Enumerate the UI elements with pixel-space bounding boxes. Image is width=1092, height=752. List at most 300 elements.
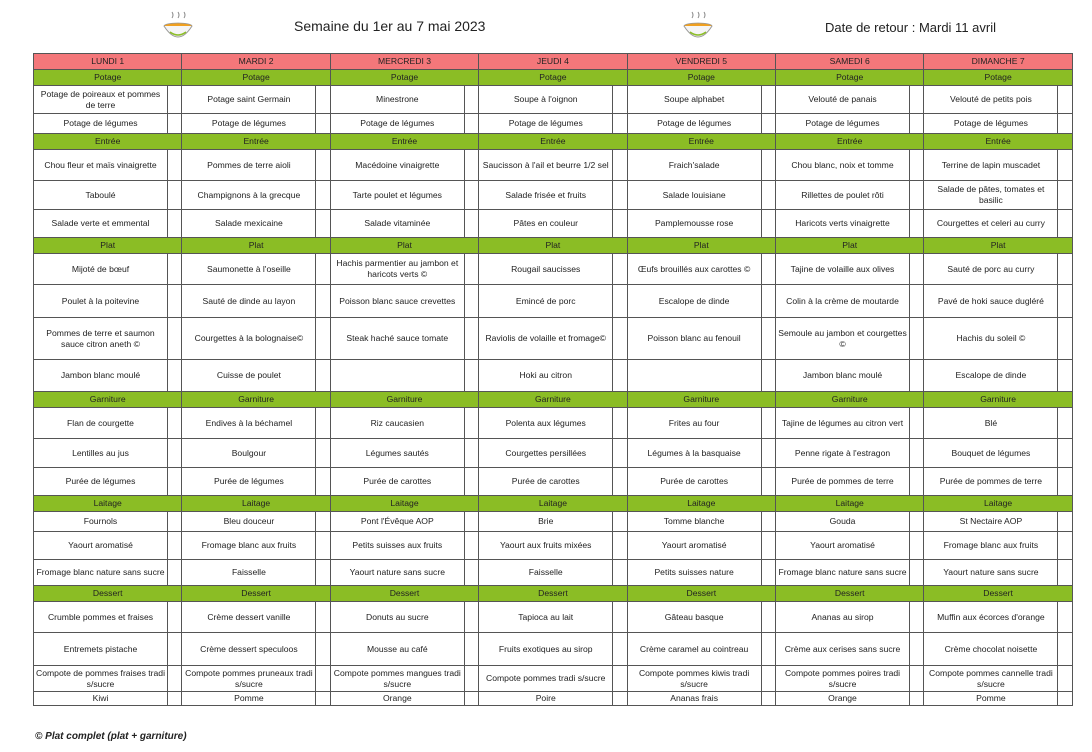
section-label: Entrée [627, 134, 775, 150]
choice-box[interactable] [613, 692, 627, 706]
dish-cell: Compote pommes poires tradi s/sucre [776, 666, 910, 692]
dish-cell: Purée de pommes de terre [924, 468, 1058, 496]
dish-cell: Cuisse de poulet [182, 360, 316, 392]
dish-cell: Steak haché sauce tomate [330, 318, 464, 360]
dish-cell: Potage de légumes [34, 114, 168, 134]
choice-box[interactable] [168, 692, 182, 706]
section-label: Entrée [182, 134, 330, 150]
dish-cell: Purée de carottes [330, 468, 464, 496]
choice-box[interactable] [316, 86, 330, 114]
choice-box[interactable] [168, 86, 182, 114]
choice-box[interactable] [464, 360, 478, 392]
choice-box[interactable] [316, 666, 330, 692]
dish-cell: Fournols [34, 512, 168, 532]
choice-box[interactable] [168, 408, 182, 439]
choice-box[interactable] [910, 468, 924, 496]
choice-box[interactable] [464, 254, 478, 285]
choice-box[interactable] [761, 210, 775, 238]
page-header [0, 0, 1092, 54]
dish-cell: Chou blanc, noix et tomme [776, 150, 910, 181]
dish-cell: Crème dessert speculoos [182, 633, 316, 666]
dish-cell: Champignons à la grecque [182, 181, 316, 210]
choice-box[interactable] [1058, 512, 1072, 532]
dish-cell: Saucisson à l'ail et beurre 1/2 sel [479, 150, 613, 181]
dish-cell: Crème caramel au cointreau [627, 633, 761, 666]
dish-cell: Penne rigate à l'estragon [776, 439, 910, 468]
choice-box[interactable] [1058, 532, 1072, 560]
dish-cell: Sauté de dinde au layon [182, 285, 316, 318]
dish-cell: Hachis parmentier au jambon et haricots verts © [330, 254, 464, 285]
dish-cell: Terrine de lapin muscadet [924, 150, 1058, 181]
choice-box[interactable] [613, 318, 627, 360]
choice-box[interactable] [464, 692, 478, 706]
choice-box[interactable] [1058, 468, 1072, 496]
section-label: Dessert [924, 586, 1072, 602]
choice-box[interactable] [1058, 439, 1072, 468]
choice-box[interactable] [613, 633, 627, 666]
choice-box[interactable] [613, 210, 627, 238]
choice-box[interactable] [613, 254, 627, 285]
dish-cell: Fromage blanc aux fruits [182, 532, 316, 560]
dish-cell: Boulgour [182, 439, 316, 468]
choice-box[interactable] [1058, 692, 1072, 706]
dish-cell: Compote de pommes fraises tradi s/sucre [34, 666, 168, 692]
section-label: Dessert [182, 586, 330, 602]
dish-cell: Potage saint Germain [182, 86, 316, 114]
choice-box[interactable] [316, 439, 330, 468]
menu-row [34, 210, 1073, 238]
section-label: Plat [34, 238, 182, 254]
section-label: Potage [34, 70, 182, 86]
section-label: Potage [479, 70, 627, 86]
choice-box[interactable] [464, 439, 478, 468]
dish-cell: Fraich'salade [627, 150, 761, 181]
menu-row [34, 512, 1073, 532]
choice-box[interactable] [910, 633, 924, 666]
dish-cell: Potage de légumes [776, 114, 910, 134]
dish-cell: Chou fleur et maïs vinaigrette [34, 150, 168, 181]
dish-cell: Taboulé [34, 181, 168, 210]
dish-cell: Lentilles au jus [34, 439, 168, 468]
choice-box[interactable] [1058, 560, 1072, 586]
section-label: Plat [924, 238, 1072, 254]
menu-body [34, 54, 1073, 706]
choice-box[interactable] [464, 560, 478, 586]
section-label: Potage [924, 70, 1072, 86]
dish-cell: Crème chocolat noisette [924, 633, 1058, 666]
menu-row [34, 408, 1073, 439]
choice-box[interactable] [910, 439, 924, 468]
dish-cell: Haricots verts vinaigrette [776, 210, 910, 238]
choice-box[interactable] [316, 360, 330, 392]
dish-cell: Soupe à l'oignon [479, 86, 613, 114]
choice-box[interactable] [613, 602, 627, 633]
choice-box[interactable] [761, 360, 775, 392]
choice-box[interactable] [613, 114, 627, 134]
dish-cell: Pomme [924, 692, 1058, 706]
dish-cell: Compote pommes pruneaux tradi s/sucre [182, 666, 316, 692]
dish-cell: Ananas au sirop [776, 602, 910, 633]
dish-cell: Faisselle [182, 560, 316, 586]
dish-cell: Raviolis de volaille et fromage© [479, 318, 613, 360]
choice-box[interactable] [168, 439, 182, 468]
dish-cell: Velouté de panais [776, 86, 910, 114]
choice-box[interactable] [316, 560, 330, 586]
dish-cell: Tapioca au lait [479, 602, 613, 633]
section-label: Garniture [776, 392, 924, 408]
dish-cell: Crème dessert vanille [182, 602, 316, 633]
choice-box[interactable] [1058, 114, 1072, 134]
choice-box[interactable] [761, 408, 775, 439]
dish-cell: Potage de légumes [627, 114, 761, 134]
choice-box[interactable] [761, 86, 775, 114]
dish-cell: Potage de légumes [479, 114, 613, 134]
dish-cell: Jambon blanc moulé [776, 360, 910, 392]
dish-cell: Frites au four [627, 408, 761, 439]
day-header: DIMANCHE 7 [924, 54, 1072, 70]
dish-cell: Salade de pâtes, tomates et basilic [924, 181, 1058, 210]
choice-box[interactable] [910, 150, 924, 181]
page-title: Semaine du 1er au 7 mai 2023 [294, 18, 486, 34]
dish-cell: Tomme blanche [627, 512, 761, 532]
dish-cell: Orange [330, 692, 464, 706]
choice-box[interactable] [168, 602, 182, 633]
menu-row [34, 633, 1073, 666]
choice-box[interactable] [761, 560, 775, 586]
choice-box[interactable] [168, 318, 182, 360]
choice-box[interactable] [168, 285, 182, 318]
choice-box[interactable] [910, 666, 924, 692]
dish-cell: Potage de poireaux et pommes de terre [34, 86, 168, 114]
dish-cell: Courgettes à la bolognaise© [182, 318, 316, 360]
dish-cell: Légumes sautés [330, 439, 464, 468]
choice-box[interactable] [1058, 360, 1072, 392]
choice-box[interactable] [761, 181, 775, 210]
choice-box[interactable] [168, 150, 182, 181]
section-label: Potage [182, 70, 330, 86]
menu-row [34, 666, 1073, 692]
choice-box[interactable] [910, 560, 924, 586]
section-label: Garniture [479, 392, 627, 408]
dish-cell: Purée de légumes [34, 468, 168, 496]
choice-box[interactable] [613, 86, 627, 114]
section-label: Entrée [776, 134, 924, 150]
choice-box[interactable] [316, 512, 330, 532]
choice-box[interactable] [316, 408, 330, 439]
section-label: Potage [627, 70, 775, 86]
choice-box[interactable] [464, 285, 478, 318]
choice-box[interactable] [168, 468, 182, 496]
dish-cell: Pommes de terre aioli [182, 150, 316, 181]
choice-box[interactable] [316, 114, 330, 134]
choice-box[interactable] [1058, 210, 1072, 238]
choice-box[interactable] [168, 181, 182, 210]
dish-cell: Yaourt aromatisé [627, 532, 761, 560]
choice-box[interactable] [464, 181, 478, 210]
choice-box[interactable] [316, 210, 330, 238]
choice-box[interactable] [761, 285, 775, 318]
section-label: Dessert [776, 586, 924, 602]
choice-box[interactable] [464, 532, 478, 560]
choice-box[interactable] [316, 150, 330, 181]
choice-box[interactable] [464, 602, 478, 633]
choice-box[interactable] [613, 512, 627, 532]
soup-bowl-icon [680, 8, 716, 44]
choice-box[interactable] [761, 532, 775, 560]
menu-row [34, 181, 1073, 210]
section-header-row [34, 70, 1073, 86]
section-label: Entrée [330, 134, 478, 150]
section-label: Laitage [776, 496, 924, 512]
day-header: MARDI 2 [182, 54, 330, 70]
section-label: Dessert [330, 586, 478, 602]
choice-box[interactable] [761, 150, 775, 181]
choice-box[interactable] [464, 633, 478, 666]
choice-box[interactable] [761, 692, 775, 706]
choice-box[interactable] [761, 439, 775, 468]
choice-box[interactable] [168, 114, 182, 134]
choice-box[interactable] [910, 114, 924, 134]
dish-cell: Blé [924, 408, 1058, 439]
choice-box[interactable] [613, 666, 627, 692]
menu-row [34, 360, 1073, 392]
soup-bowl-icon [160, 8, 196, 44]
choice-box[interactable] [464, 114, 478, 134]
dish-cell: Pomme [182, 692, 316, 706]
section-label: Garniture [34, 392, 182, 408]
dish-cell: Escalope de dinde [627, 285, 761, 318]
dish-cell: Gâteau basque [627, 602, 761, 633]
day-header: MERCREDI 3 [330, 54, 478, 70]
dish-cell: Potage de légumes [330, 114, 464, 134]
choice-box[interactable] [910, 360, 924, 392]
choice-box[interactable] [1058, 285, 1072, 318]
section-label: Dessert [627, 586, 775, 602]
choice-box[interactable] [761, 254, 775, 285]
section-label: Garniture [330, 392, 478, 408]
section-label: Garniture [924, 392, 1072, 408]
choice-box[interactable] [316, 692, 330, 706]
dish-cell: Fromage blanc aux fruits [924, 532, 1058, 560]
dish-cell: Purée de carottes [479, 468, 613, 496]
dish-cell: Potage de légumes [924, 114, 1058, 134]
choice-box[interactable] [613, 532, 627, 560]
dish-cell: Pommes de terre et saumon sauce citron aneth © [34, 318, 168, 360]
section-label: Plat [479, 238, 627, 254]
day-header: SAMEDI 6 [776, 54, 924, 70]
choice-box[interactable] [1058, 602, 1072, 633]
days-row [34, 54, 1073, 70]
choice-box[interactable] [1058, 666, 1072, 692]
choice-box[interactable] [1058, 408, 1072, 439]
section-label: Plat [182, 238, 330, 254]
dish-cell: Hachis du soleil © [924, 318, 1058, 360]
dish-cell: Sauté de porc au curry [924, 254, 1058, 285]
choice-box[interactable] [168, 254, 182, 285]
choice-box[interactable] [464, 150, 478, 181]
choice-box[interactable] [168, 210, 182, 238]
dish-cell: Pamplemousse rose [627, 210, 761, 238]
dish-cell: Salade frisée et fruits [479, 181, 613, 210]
choice-box[interactable] [910, 318, 924, 360]
choice-box[interactable] [613, 360, 627, 392]
dish-cell: Riz caucasien [330, 408, 464, 439]
choice-box[interactable] [168, 532, 182, 560]
dish-cell: Yaourt aux fruits mixées [479, 532, 613, 560]
dish-cell: Colin à la crème de moutarde [776, 285, 910, 318]
dish-cell: Polenta aux légumes [479, 408, 613, 439]
choice-box[interactable] [613, 468, 627, 496]
dish-cell: Yaourt aromatisé [34, 532, 168, 560]
choice-box[interactable] [761, 468, 775, 496]
dish-cell: Donuts au sucre [330, 602, 464, 633]
dish-cell [330, 360, 464, 392]
choice-box[interactable] [761, 512, 775, 532]
section-label: Entrée [34, 134, 182, 150]
choice-box[interactable] [464, 86, 478, 114]
choice-box[interactable] [1058, 318, 1072, 360]
choice-box[interactable] [1058, 86, 1072, 114]
section-label: Laitage [34, 496, 182, 512]
section-label: Dessert [479, 586, 627, 602]
dish-cell: St Nectaire AOP [924, 512, 1058, 532]
menu-row [34, 560, 1073, 586]
section-label: Plat [627, 238, 775, 254]
section-label: Potage [330, 70, 478, 86]
dish-cell: Semoule au jambon et courgettes © [776, 318, 910, 360]
choice-box[interactable] [761, 602, 775, 633]
dish-cell: Rillettes de poulet rôti [776, 181, 910, 210]
dish-cell: Petits suisses aux fruits [330, 532, 464, 560]
choice-box[interactable] [316, 602, 330, 633]
dish-cell: Bouquet de légumes [924, 439, 1058, 468]
menu-row [34, 114, 1073, 134]
choice-box[interactable] [316, 532, 330, 560]
menu-table [33, 53, 1073, 706]
dish-cell: Tajine de volaille aux olives [776, 254, 910, 285]
dish-cell: Salade louisiane [627, 181, 761, 210]
dish-cell: Légumes à la basquaise [627, 439, 761, 468]
dish-cell: Velouté de petits pois [924, 86, 1058, 114]
menu-row [34, 86, 1073, 114]
choice-box[interactable] [613, 408, 627, 439]
dish-cell: Soupe alphabet [627, 86, 761, 114]
menu-row [34, 150, 1073, 181]
footnote: © Plat complet (plat + garniture) [35, 731, 187, 742]
dish-cell: Courgettes et celeri au curry [924, 210, 1058, 238]
choice-box[interactable] [168, 512, 182, 532]
dish-cell: Œufs brouillés aux carottes © [627, 254, 761, 285]
dish-cell: Kiwi [34, 692, 168, 706]
section-label: Laitage [479, 496, 627, 512]
choice-box[interactable] [1058, 254, 1072, 285]
dish-cell: Purée de pommes de terre [776, 468, 910, 496]
dish-cell: Hoki au citron [479, 360, 613, 392]
dish-cell: Compote pommes kiwis tradi s/sucre [627, 666, 761, 692]
choice-box[interactable] [316, 285, 330, 318]
dish-cell: Mijoté de bœuf [34, 254, 168, 285]
choice-box[interactable] [464, 468, 478, 496]
dish-cell: Crumble pommes et fraises [34, 602, 168, 633]
choice-box[interactable] [1058, 633, 1072, 666]
dish-cell: Crème aux cerises sans sucre [776, 633, 910, 666]
choice-box[interactable] [761, 114, 775, 134]
choice-box[interactable] [910, 512, 924, 532]
choice-box[interactable] [464, 210, 478, 238]
choice-box[interactable] [168, 666, 182, 692]
choice-box[interactable] [316, 633, 330, 666]
dish-cell: Fromage blanc nature sans sucre [34, 560, 168, 586]
choice-box[interactable] [910, 210, 924, 238]
choice-box[interactable] [910, 181, 924, 210]
choice-box[interactable] [761, 318, 775, 360]
choice-box[interactable] [464, 666, 478, 692]
dish-cell: Salade verte et emmental [34, 210, 168, 238]
choice-box[interactable] [316, 468, 330, 496]
dish-cell: Poisson blanc sauce crevettes [330, 285, 464, 318]
choice-box[interactable] [1058, 150, 1072, 181]
dish-cell: Yaourt aromatisé [776, 532, 910, 560]
choice-box[interactable] [1058, 181, 1072, 210]
choice-box[interactable] [316, 181, 330, 210]
choice-box[interactable] [910, 285, 924, 318]
choice-box[interactable] [613, 560, 627, 586]
dish-cell: Emincé de porc [479, 285, 613, 318]
choice-box[interactable] [910, 408, 924, 439]
choice-box[interactable] [168, 633, 182, 666]
choice-box[interactable] [910, 692, 924, 706]
dish-cell: Gouda [776, 512, 910, 532]
dish-cell: Mousse au café [330, 633, 464, 666]
choice-box[interactable] [168, 360, 182, 392]
choice-box[interactable] [910, 254, 924, 285]
section-label: Plat [330, 238, 478, 254]
dish-cell: Macédoine vinaigrette [330, 150, 464, 181]
dish-cell: Orange [776, 692, 910, 706]
choice-box[interactable] [464, 408, 478, 439]
dish-cell: Rougail saucisses [479, 254, 613, 285]
dish-cell: Compote pommes cannelle tradi s/sucre [924, 666, 1058, 692]
choice-box[interactable] [761, 633, 775, 666]
section-header-row [34, 238, 1073, 254]
section-label: Laitage [182, 496, 330, 512]
dish-cell: Yaourt nature sans sucre [924, 560, 1058, 586]
choice-box[interactable] [464, 318, 478, 360]
dish-cell: Minestrone [330, 86, 464, 114]
choice-box[interactable] [316, 254, 330, 285]
section-label: Entrée [924, 134, 1072, 150]
choice-box[interactable] [613, 285, 627, 318]
choice-box[interactable] [613, 439, 627, 468]
choice-box[interactable] [910, 86, 924, 114]
menu-row [34, 532, 1073, 560]
choice-box[interactable] [910, 532, 924, 560]
choice-box[interactable] [316, 318, 330, 360]
dish-cell: Tajine de légumes au citron vert [776, 408, 910, 439]
choice-box[interactable] [613, 181, 627, 210]
dish-cell: Faisselle [479, 560, 613, 586]
choice-box[interactable] [613, 150, 627, 181]
choice-box[interactable] [464, 512, 478, 532]
day-header: LUNDI 1 [34, 54, 182, 70]
dish-cell: Petits suisses nature [627, 560, 761, 586]
choice-box[interactable] [910, 602, 924, 633]
dish-cell: Potage de légumes [182, 114, 316, 134]
choice-box[interactable] [168, 560, 182, 586]
choice-box[interactable] [761, 666, 775, 692]
menu-row [34, 692, 1073, 706]
dish-cell: Endives à la béchamel [182, 408, 316, 439]
